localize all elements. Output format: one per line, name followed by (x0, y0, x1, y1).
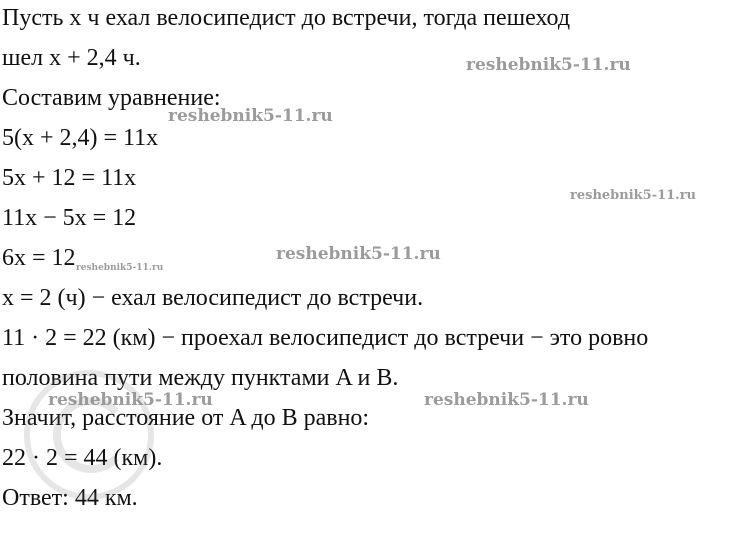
solution-line-8: x = 2 (ч) − ехал велосипедист до встречи. (2, 285, 424, 311)
solution-line-12: 22 · 2 = 44 (км). (2, 445, 163, 471)
solution-line-5: 5x + 12 = 11x (2, 165, 137, 191)
solution-line-3: Составим уравнение: (2, 85, 221, 111)
solution-line-7: 6x = 12 (2, 245, 76, 271)
watermark-6: reshebnik5-11.ru (424, 390, 589, 410)
solution-line-2: шел x + 2,4 ч. (2, 45, 141, 71)
watermark-1: reshebnik5-11.ru (466, 55, 631, 75)
solution-line-10: половина пути между пунктами A и B. (2, 365, 399, 391)
solution-line-1: Пусть x ч ехал велосипедист до встречи, тогда пешеход (2, 5, 571, 31)
solution-line-13: Ответ: 44 км. (2, 485, 138, 511)
solution-line-6: 11x − 5x = 12 (2, 205, 137, 231)
watermark-3: reshebnik5-11.ru (570, 188, 697, 203)
solution-line-4: 5(x + 2,4) = 11x (2, 125, 159, 151)
watermark-4: reshebnik5-11.ru (276, 244, 441, 264)
solution-line-9: 11 · 2 = 22 (км) − проехал велосипедист до встречи − это ровно (2, 325, 649, 351)
watermark-2: reshebnik5-11.ru (168, 106, 333, 126)
watermark-5: reshebnik5-11.ru (76, 263, 164, 273)
watermark-7: reshebnik5-11.ru (48, 390, 213, 410)
solution-line-11: Значит, расстояние от A до B равно: (2, 405, 370, 431)
